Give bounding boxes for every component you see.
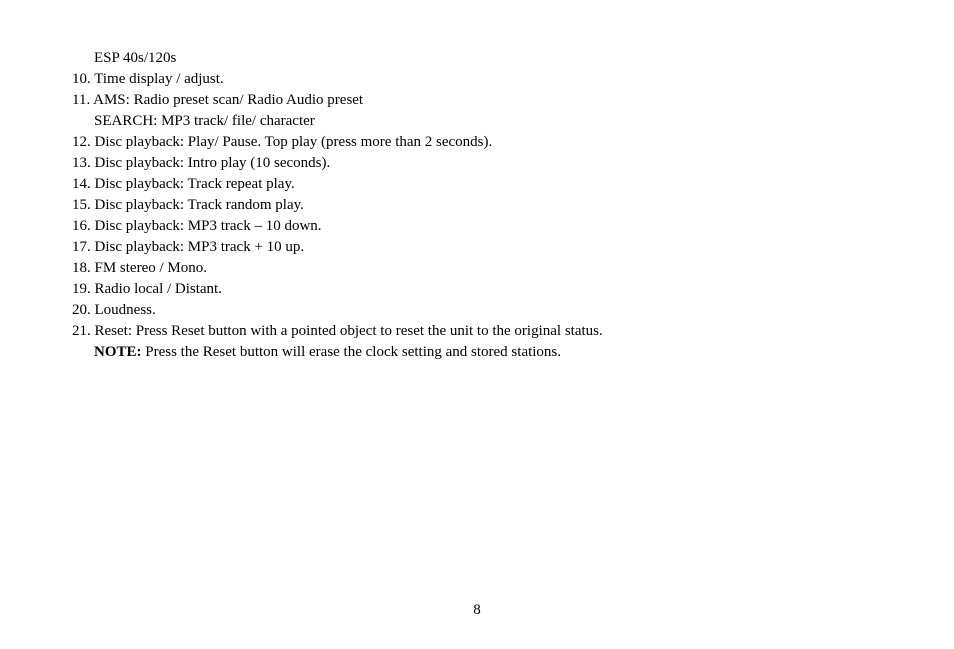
list-item-text: Radio local / Distant. bbox=[94, 281, 222, 297]
list-item-text: FM stereo / Mono. bbox=[94, 260, 207, 276]
list-item bbox=[72, 321, 892, 342]
list-item-number: 16. bbox=[72, 218, 91, 234]
list-item-text: AMS: Radio preset scan/ Radio Audio preset bbox=[93, 92, 364, 108]
page-number: 8 bbox=[473, 602, 481, 618]
instruction-list bbox=[72, 48, 892, 363]
list-item-text: Reset: Press Reset button with a pointed object to reset the unit to the original status. bbox=[94, 323, 603, 339]
list-item bbox=[72, 132, 892, 153]
list-item bbox=[72, 153, 892, 174]
list-item-number: 18. bbox=[72, 260, 91, 276]
list-item-text: Disc playback: MP3 track + 10 up. bbox=[94, 239, 305, 255]
list-item-number: 21. bbox=[72, 323, 91, 339]
list-item bbox=[72, 279, 892, 300]
list-item-text: Disc playback: Play/ Pause. Top play (press more than 2 seconds). bbox=[94, 134, 493, 150]
list-item-text: SEARCH: MP3 track/ file/ character bbox=[94, 113, 315, 129]
note-line bbox=[72, 342, 892, 363]
list-item-number: 12. bbox=[72, 134, 91, 150]
list-item-text: Disc playback: MP3 track – 10 down. bbox=[94, 218, 322, 234]
list-item-continuation bbox=[72, 111, 892, 132]
list-item bbox=[72, 300, 892, 321]
note-text: Press the Reset button will erase the clock setting and stored stations. bbox=[145, 344, 562, 360]
list-item-number: 11. bbox=[72, 92, 91, 108]
list-item-continuation bbox=[72, 48, 892, 69]
list-item bbox=[72, 195, 892, 216]
list-item-number: 20. bbox=[72, 302, 91, 318]
list-item-text: Disc playback: Intro play (10 seconds). bbox=[94, 155, 331, 171]
list-item bbox=[72, 258, 892, 279]
list-item bbox=[72, 237, 892, 258]
list-item-text: Time display / adjust. bbox=[94, 71, 224, 87]
list-item-text: Loudness. bbox=[94, 302, 156, 318]
list-item bbox=[72, 216, 892, 237]
list-item-number: 19. bbox=[72, 281, 91, 297]
list-item-text: Disc playback: Track repeat play. bbox=[94, 176, 295, 192]
list-item-text: Disc playback: Track random play. bbox=[94, 197, 304, 213]
list-item bbox=[72, 174, 892, 195]
list-item bbox=[72, 90, 892, 111]
list-item-number: 10. bbox=[72, 71, 91, 87]
list-item-number: 17. bbox=[72, 239, 91, 255]
list-item-text: ESP 40s/120s bbox=[94, 50, 177, 66]
list-item-number: 14. bbox=[72, 176, 91, 192]
note-label: NOTE: bbox=[94, 344, 142, 360]
list-item bbox=[72, 69, 892, 90]
list-item-number: 15. bbox=[72, 197, 91, 213]
list-item-number: 13. bbox=[72, 155, 91, 171]
